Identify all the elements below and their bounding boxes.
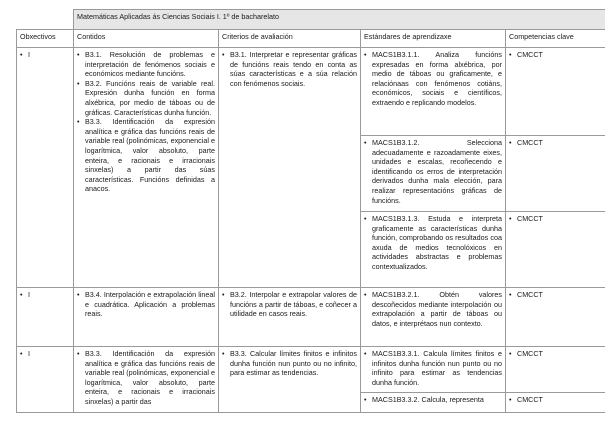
criterion-cell: • B3.3. Calcular límites finitos e infinitos dunha función nun punto ou no infinito, para estimar as tendencias. <box>219 347 361 413</box>
header-standards: Estándares de aprendizaxe <box>361 30 506 48</box>
contents-cell: • B3.3. Identificación da expresión analítica e gráfica das funcións reais de variable real (polinómicas, exponencial e logarítmica, valor absoluto, parte enteira, e racionais e irracionais sinxelas) a partir das <box>74 347 219 413</box>
competence-cell: • CMCCT <box>506 48 606 136</box>
standard-cell: • MACS1B3.3.1. Calcula límites finitos e infinitos dunha función nun punto ou no infinito para estimar as tendencias dunha función. <box>361 347 506 393</box>
objective-cell: • I <box>17 288 74 347</box>
contents-cell <box>74 48 219 288</box>
competence-cell: • CMCCT <box>506 347 606 393</box>
table-row <box>17 347 606 393</box>
contents-cell: • B3.4. Interpolación e extrapolación lineal e cuadrática. Aplicación a problemas reais. <box>74 288 219 347</box>
competence-cell: • CMCCT <box>506 136 606 212</box>
competence-cell: • CMCCT <box>506 393 606 413</box>
header-objectives: Obxectivos <box>17 30 74 48</box>
table-row <box>17 288 606 347</box>
title-row <box>17 10 606 30</box>
header-competences: Competencias clave <box>506 30 606 48</box>
table-title: Matemáticas Aplicadas ás Ciencias Sociais I. 1º de bacharelato <box>74 10 606 30</box>
header-criteria: Criterios de avaliación <box>219 30 361 48</box>
content-item: • B3.2. Funcións reais de variable real. Expresión dunha función en forma alxébrica, por medio de táboas ou de gráficas. Características dunha función. <box>77 79 215 117</box>
content-item: • B3.3. Identificación da expresión analítica e gráfica das funcións reais de variable real (polinómicas, exponencial e logarítmica, valor absoluto, parte enteira, e racionais e irracionais sinxelas) a partir das súas características. Funcións definidas a anacos. <box>77 117 215 194</box>
standard-cell: • MACS1B3.3.2. Calcula, representa <box>361 393 506 413</box>
standard-cell: • MACS1B3.2.1. Obtén valores descoñecidos mediante interpolación ou extrapolación a partir de táboas ou datos, e interprétaos nun contexto. <box>361 288 506 347</box>
objective-cell: • I <box>17 347 74 413</box>
competence-cell: • CMCCT <box>506 212 606 288</box>
document-page <box>16 9 605 439</box>
curriculum-table <box>16 9 605 413</box>
content-item: • B3.1. Resolución de problemas e interpretación de fenómenos sociais e económicos mediante funcións. <box>77 50 215 79</box>
table-row <box>17 48 606 136</box>
standard-cell: • MACS1B3.1.2. Selecciona adecuadamente e razoadamente eixes, unidades e escalas, recoñecendo e identificando os erros de interpretación derivados dunha mala elección, para realizar representacións gráficas de funcións. <box>361 136 506 212</box>
title-spacer <box>17 10 74 30</box>
criterion-cell: • B3.1. Interpretar e representar gráficas de funcións reais tendo en conta as súas características e a súa relación con fenómenos sociais. <box>219 48 361 288</box>
standard-cell: • MACS1B3.1.1. Analiza funcións expresadas en forma alxébrica, por medio de táboas ou graficamente, e relaciónaas con fenómenos cotiáns, económicos, sociais e científicos, extraendo e replicando modelos. <box>361 48 506 136</box>
header-row <box>17 30 606 48</box>
header-contents: Contidos <box>74 30 219 48</box>
criterion-cell: • B3.2. Interpolar e extrapolar valores de funcións a partir de táboas, e coñecer a utilidade en casos reais. <box>219 288 361 347</box>
standard-cell: • MACS1B3.1.3. Estuda e interpreta graficamente as características dunha función, comprobando os resultados coa axuda de medios tecnolóxicos en actividades abstractas e problemas contextualizados. <box>361 212 506 288</box>
objective-cell: • I <box>17 48 74 288</box>
competence-cell: • CMCCT <box>506 288 606 347</box>
